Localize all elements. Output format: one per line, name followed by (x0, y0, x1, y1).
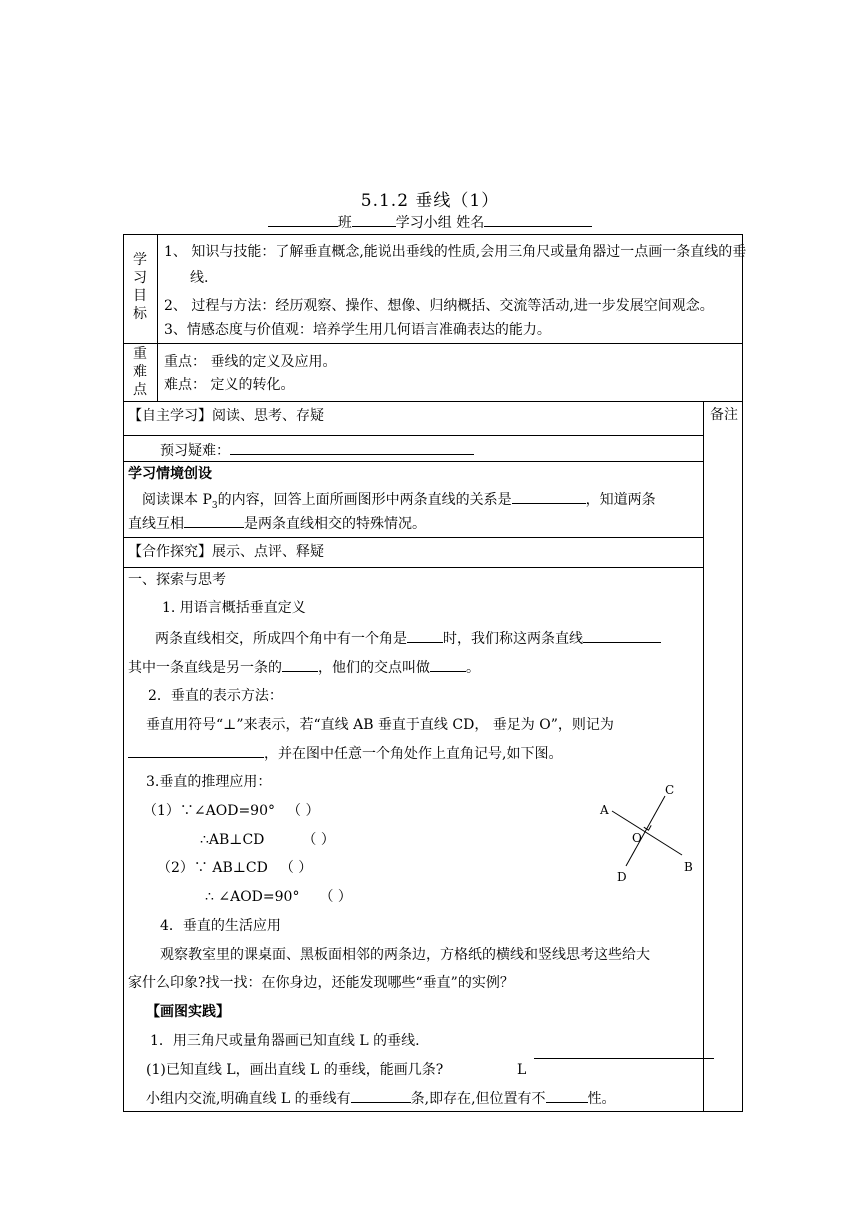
label-o: O (632, 831, 642, 845)
situation-line2: 直线互相 是两条直线相交的特殊情况。 (128, 513, 426, 534)
angle-blank[interactable] (407, 628, 443, 643)
draw-task-1-sub: (1)已知直线 L，画出直线 L 的垂线，能画几条? (146, 1062, 444, 1078)
count-blank[interactable] (351, 1088, 411, 1103)
label-d: D (617, 870, 627, 884)
line-l-label: L (517, 1062, 527, 1078)
situation-title: 学习情境创设 (128, 466, 212, 482)
name-blank[interactable] (484, 212, 592, 227)
definition-line1: 两条直线相交，所成四个角中有一个角是 时，我们称这两条直线 (155, 628, 661, 649)
student-info-line (0, 212, 860, 232)
relation-blank[interactable] (512, 489, 586, 504)
label-a: A (600, 803, 609, 817)
reason-2-blank[interactable]: （ ） (302, 832, 335, 848)
section4-title: 4．垂直的生活应用 (160, 918, 281, 934)
situation-line1: 阅读课本 $P_3$的内容，回答上面所画图形中两条直线的关系是 ，知道两条 (142, 489, 656, 516)
line-l (534, 1058, 714, 1059)
name-label: 姓名 (456, 215, 485, 231)
self-study-header: 【自主学习】阅读、思考、存疑 (128, 408, 324, 424)
goal-knowledge-cont: 线. (190, 270, 209, 286)
life-line1: 观察教室里的课桌面、黑板面相邻的两条边，方格纸的横线和竖线思考这些给大 (160, 947, 650, 963)
reason-1: （1）∵∠AOD=90° （ ） (143, 803, 320, 819)
explore-heading: 一、探索与思考 (128, 572, 226, 588)
remarks-header: 备注 (710, 407, 738, 423)
page-title: 5.1.2 垂线（1） (360, 191, 500, 211)
notation-line2: ，并在图中任意一个角处作上直角记号,如下图。 (128, 743, 562, 764)
key-point: 重点： 垂线的定义及应用。 (164, 354, 337, 370)
lines-blank[interactable] (583, 628, 661, 643)
preview-blank[interactable] (230, 440, 474, 455)
difficult-point: 难点： 定义的转化。 (164, 377, 295, 393)
notation-line1: 垂直用符号“⊥”来表示，若“直线 AB 垂直于直线 CD， 垂足为 O”，则记为 (146, 717, 614, 733)
line-ab (612, 811, 682, 855)
reason-4: ∴ ∠AOD=90° （ ） (205, 889, 352, 905)
section2-title: 2．垂直的表示方法： (148, 688, 283, 704)
class-label: 班 (337, 215, 352, 231)
preview-row (160, 440, 474, 461)
preview-label: 预习疑难： (160, 443, 230, 459)
goal-knowledge: 1、 知识与技能：了解垂直概念,能说出垂线的性质,会用三角尺或量角器过一点画一条直线的垂 (164, 244, 747, 260)
perpendicular-figure (590, 778, 700, 888)
definition-line2: 其中一条直线是另一条的 ，他们的交点叫做 。 (128, 657, 480, 678)
label-c: C (665, 783, 675, 797)
draw-task-1: 1．用三角尺或量角器画已知直线 L 的垂线. (150, 1033, 420, 1049)
label-b: B (684, 860, 693, 874)
group-blank[interactable] (352, 212, 396, 227)
goal-attitude: 3、情感态度与价值观：培养学生用几何语言准确表达的能力。 (164, 322, 551, 338)
goal-process: 2、 过程与方法：经历观察、操作、想像、归纳概括、交流等活动,进一步发展空间观念。 (164, 298, 714, 314)
reason-4-blank[interactable]: （ ） (319, 889, 352, 905)
foot-blank[interactable] (430, 657, 466, 672)
section1-title: 1. 用语言概括垂直定义 (162, 600, 306, 616)
draw-conclusion: 小组内交流,明确直线 L 的垂线有 条,即存在,但位置有不 性。 (146, 1088, 616, 1109)
perp-of-blank[interactable] (282, 657, 318, 672)
section3-title: 3.垂直的推理应用： (146, 774, 272, 790)
reason-3: （2）∵ AB⊥CD （ ） (157, 860, 313, 876)
class-blank[interactable] (268, 212, 338, 227)
reason-2: ∴AB⊥CD （ ） (200, 832, 335, 848)
uniqueness-blank[interactable] (546, 1088, 588, 1103)
draw-practice-header: 【画图实践】 (146, 1004, 230, 1020)
reason-3-blank[interactable]: （ ） (279, 860, 313, 876)
notation-blank[interactable] (128, 743, 264, 758)
coop-header: 【合作探究】展示、点评、释疑 (128, 544, 324, 560)
life-line2: 家什么印象?找一找：在你身边，还能发现哪些“垂直”的实例？ (128, 975, 514, 991)
group-label: 学习小组 (395, 215, 452, 231)
perpendicular-blank[interactable] (184, 513, 244, 528)
reason-1-blank[interactable]: （ ） (287, 803, 320, 819)
